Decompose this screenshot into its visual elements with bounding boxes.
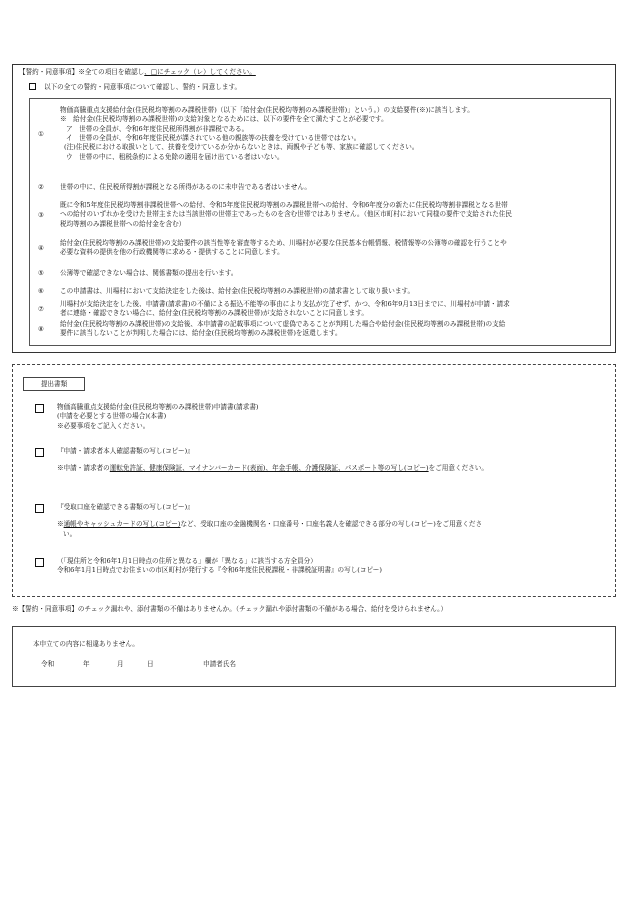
doc-application-checkbox[interactable]	[35, 404, 44, 413]
date-era: 令和	[41, 660, 55, 668]
agree-all-label: 以下の全ての誓約・同意事項について確認し、誓約・同意します。	[44, 83, 242, 91]
applicant-name-label[interactable]: 申請者氏名	[203, 660, 236, 668]
doc-identity-checkbox[interactable]	[35, 448, 44, 457]
submission-documents-section: 提出書類 物価高騰重点支援給付金(住民税均等割のみ課税世帯)申請書(請求書) (申請を必要とする世帯の場合)(本書) ※必要事項をご記入ください。 『申請・請求者本人確認書類の写し(コピー)』 ※申請・請求者の運転免許証、健康保険証、マイナンバーカード(表面)、年金手帳、介護保険証、パスポート等の写し(コピー)をご用意ください。 『受取口座を確認できる書類の写し(コピー)』 ※通帳やキャッシュカードの写し(コピー)など、受取口座の金融機関名・口座番号・口座名義人を確認できる部分の写し(コピー)をご用意くださ い。 （「現住所と令和6年1月1日時点の住所と異なる」欄が「異なる」に該当する方全員分） 令和6年1月1日時点でお住まいの市区町村が発行する『令和6年度住民税課税・非課税証明書』の写し(コピー)	[12, 364, 616, 597]
check-notice: ※【誓約・同意事項】のチェック漏れや、添付書類の不備はありませんか。（チェック漏れや添付書類の不備がある場合、給付を受けられません。）	[12, 605, 448, 613]
doc-identity-note: ※申請・請求者の運転免許証、健康保険証、マイナンバーカード(表面)、年金手帳、介護保険証、パスポート等の写し(コピー)をご用意ください。	[57, 464, 488, 473]
doc-tax-certificate-checkbox[interactable]	[35, 558, 44, 567]
date-day-label[interactable]: 日	[147, 660, 154, 668]
agree-all-row[interactable]	[29, 83, 241, 92]
pledge-heading: 【誓約・同意事項】※全ての項目を確認し、□にチェック（レ）してください。	[19, 68, 256, 76]
pledge-section	[12, 64, 616, 353]
declaration-statement: 本申立ての内容に相違ありません。	[33, 640, 139, 648]
pledge-items: ① 物価高騰重点支援給付金(住民税均等割のみ課税世帯)（以下「給付金(住民税均等割のみ課税世帯)」という。）の支給要件(※)に該当します。 ※ 給付金(住民税均等割のみ課税世帯)の支給対象となるためには、以下の要件を全て満たすことが必要です。 ア 世帯の全員が、令和6年度住民税所得割が非課税である。 イ 世帯の全員が、令和6年度住民税が課されている他の親族等の扶養を受けている世帯ではない。 (注)住民税における取扱いとして、扶養を受けているか分からないときは、両親や子ども等、家族に確認してください。 ウ 世帯の中に、租税条約による免除の適用を届け出ている者はいない。 ② 世帯の中に、住民税所得割が課税となる所得があるのに未申告である者はいません。 ③ 既に令和5年度住民税均等割非課税世帯への給付、令和5年度住民税均等割のみ課税世帯への給付、令和6年度分の新たに住民税均等割非課税となる世帯 への給付のいずれかを受けた世帯主または当該世帯の世帯主であったものを含む世帯ではありません。（他区市町村において同様の要件で支給された住民 税均等割のみ課税世帯への給付金を含む） ④ 給付金(住民税均等割のみ課税世帯)の支給要件の該当性等を審査等するため、川場村が必要な住民基本台帳情報、税情報等の公簿等の確認を行うことや 必要な資料の提供を他の行政機関等に求める・提供することに同意します。 ⑤ 公簿等で確認できない場合は、関係書類の提出を行います。 ⑥ この申請書は、川場村において支給決定をした後は、給付金(住民税均等割のみ課税世帯)の請求書として取り扱います。 ⑦ 川場村が支給決定をした後、申請書(請求書)の不備による振込不能等の事由により支払が完了せず、かつ、令和6年9月13日までに、川場村が申請・請求 者に連絡・確認できない場合に、給付金(住民税均等割のみ課税世帯)が支給されないことに同意します。 ⑧ 給付金(住民税均等割のみ課税世帯)の支給後、本申請書の記載事項について虚偽であることが判明した場合や給付金(住民税均等割のみ課税世帯)の支給 要件に該当しないことが判明した場合には、給付金(住民税均等割のみ課税世帯)を返還します。	[29, 98, 611, 346]
pledge-heading-instruction: 、□にチェック（レ）してください。	[144, 68, 256, 76]
doc-bank-account-checkbox[interactable]	[35, 504, 44, 513]
date-year-label[interactable]: 年	[83, 660, 90, 668]
doc-bank-account-note: ※通帳やキャッシュカードの写し(コピー)など、受取口座の金融機関名・口座番号・口座名義人を確認できる部分の写し(コピー)をご用意くださ	[57, 520, 483, 529]
agree-all-checkbox[interactable]	[29, 83, 36, 90]
submission-documents-label: 提出書類	[23, 377, 85, 391]
application-declaration	[12, 626, 616, 687]
date-month-label[interactable]: 月	[117, 660, 124, 668]
